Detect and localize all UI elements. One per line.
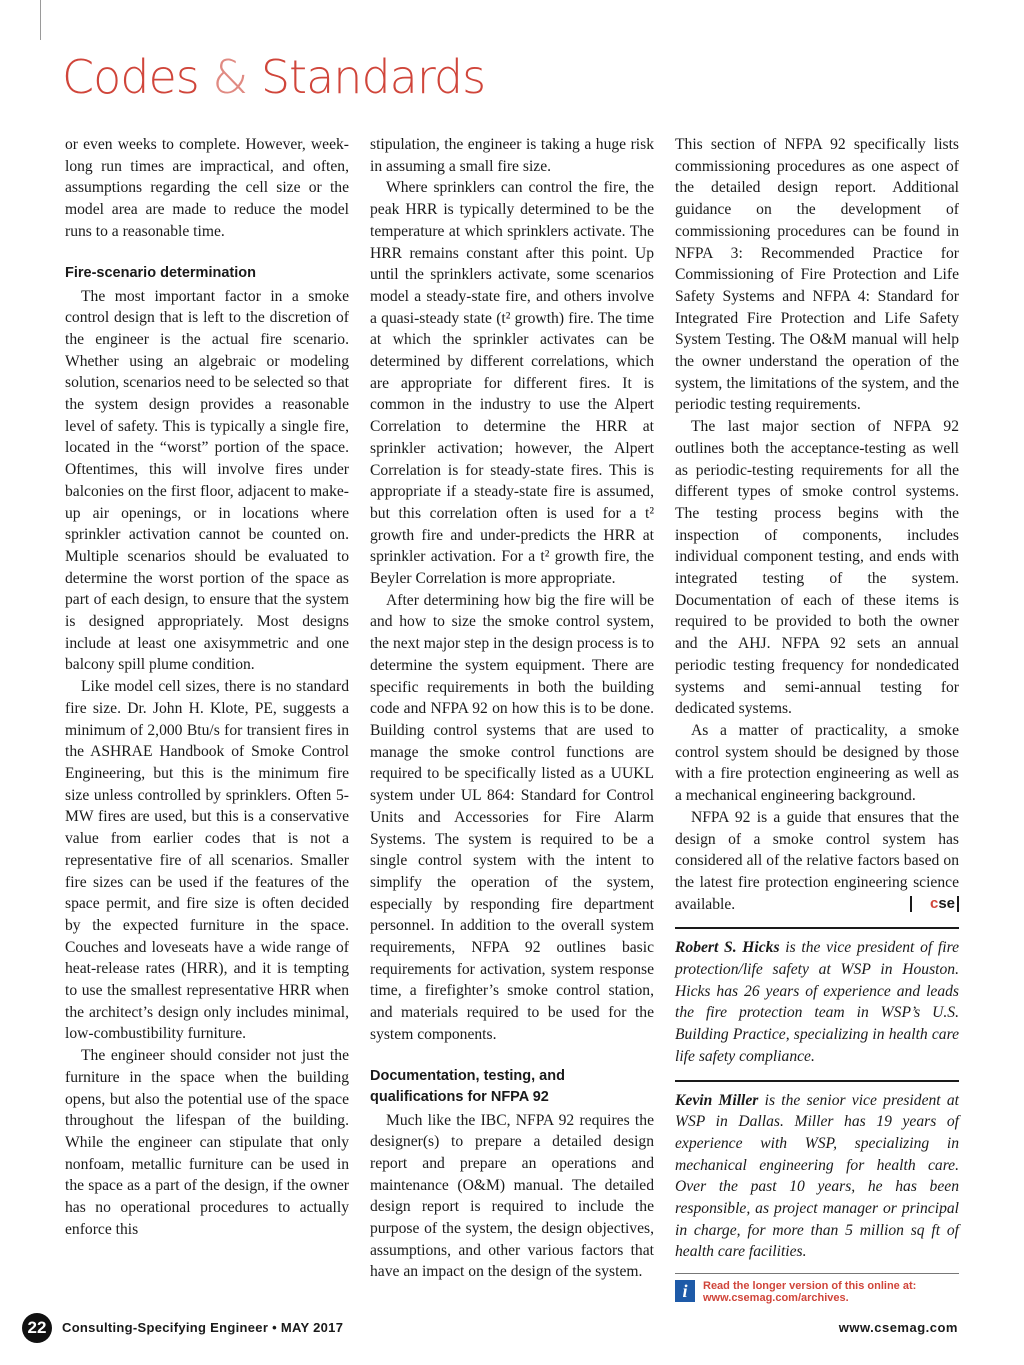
header-ampersand: & — [212, 50, 248, 104]
paragraph: This section of NFPA 92 specifically lists commissioning procedures as one aspect of the detailed design report. Additional guidance on the development of commissioning procedures can be found in NFPA 3: Recommended Practice for Commissioning of Fire Protection and Life Safety Systems and NFPA 4: Standard for Integrated Fire Protection and Life Safety System Testing. The O&M manual will help the owner understand the operation of the system, the limitations of the system, and the periodic testing requirements. — [675, 136, 959, 414]
page-number-badge: 22 — [22, 1313, 52, 1343]
header-codes: Codes — [62, 50, 199, 104]
author-name: Kevin Miller — [675, 1091, 759, 1109]
read-more-callout[interactable] — [675, 1273, 959, 1304]
author-name: Robert S. Hicks — [675, 939, 780, 957]
paragraph: The last major section of NFPA 92 outlines both the acceptance-testing as well as periodic-testing requirements for all the different types of smoke control systems. The testing process begins with the inspection of components, includes individual component testing, and ends with integrated testing of the system. Documentation of each of these items is required to be provided to both the owner and the AHJ. NFPA 92 sets an annual periodic testing frequency for nondedicated systems and semi-annual testing for dedicated systems. — [675, 418, 959, 718]
paragraph: Like model cell sizes, there is no standard fire size. Dr. John H. Klote, PE, suggests a minimum of 2,000 Btu/s for transient fires in the ASHRAE Handbook of Smoke Control Engineering, but this is the minimum fire size unless controlled by sprinklers. Often 5-MW fires are used, but this is a conservative value from earlier codes that is not a representative fire of all scenarios. Smaller fire sizes can be used if the features of the space permit, and fire size is often decided by the expected furniture in the space. Couches and loveseats have a wide range of heat-release rates (HRR), and it is tempting to use the smallest representative HRR when the architect’s design only includes minimal, low-combustibility furniture. — [65, 678, 349, 1043]
paragraph: Where sprinklers can control the fire, the peak HRR is typically determined to be the temperature at which sprinklers activate. The HRR remains constant after this point. Up until the sprinklers activate, some scenarios model a steady-state fire, and others involve a quasi-steady state (t² growth) fire. The time at which the sprinkler activates can be determined by different correlations, which are appropriate for different fires. It is common in the industry to use the Alpert Correlation to determine the HRR at sprinkler activation; however, the Alpert Correlation is for steady-state fires. This is appropriate if a steady-state fire is assumed, but this correlation often is used for a t² growth fire and under-predicts the HRR at sprinkler activation. For a t² growth fire, the Beyler Correlation is more appropriate. — [370, 179, 654, 588]
cse-logo — [910, 896, 959, 912]
info-icon: i — [675, 1280, 695, 1302]
paragraph-final — [675, 807, 959, 916]
paragraph: As a matter of practicality, a smoke control system should be designed by those with a fire protection engineering as well as a mechanical engineering background. — [675, 721, 959, 805]
column-2 — [370, 134, 654, 1283]
read-more-line1: Read the longer version of this online at: — [703, 1280, 917, 1293]
read-more-text[interactable] — [703, 1280, 916, 1304]
subheading-documentation: Documentation, testing, and qualifications for NFPA 92 — [370, 1067, 565, 1105]
read-more-link[interactable]: www.csemag.com/archives. — [703, 1292, 849, 1305]
website-link[interactable]: www.csemag.com — [838, 1320, 958, 1335]
author-bio-miller — [675, 1080, 959, 1264]
author-description: is the senior vice president at WSP in Dallas. Miller has 19 years of experience with WSP, specializing in mechanical engineering for health care. Over the past 10 years, he has been responsible, as project manager or principal in charge, for more than 5 million sq ft of health care facilities. — [675, 1091, 959, 1261]
paragraph: stipulation, the engineer is taking a huge risk in assuming a small fire size. — [370, 136, 654, 175]
cse-logo-se: se — [938, 894, 955, 912]
author-bio-hicks — [675, 927, 959, 1067]
paragraph-text: NFPA 92 is a guide that ensures that the design of a smoke control system has considered all of the relative factors based on the latest fire protection engineering science available. — [675, 808, 959, 913]
top-rule — [40, 0, 41, 40]
cse-logo-c: c — [929, 894, 939, 912]
paragraph: The most important factor in a smoke control design that is left to the discretion of the engineer is the actual fire scenario. Whether using an algebraic or modeling solution, scenarios need to be selected so that the system design provides a reasonable level of safety. This is typically a single fire, located in the “worst” portion of the space. Oftentimes, this will involve fires under balconies on the first floor, adjacent to make-up air openings, or in locations where sprinkler activation cannot be counted on. Multiple scenarios should be evaluated to determine the worst portion of the space as part of each design, to ensure that the system is designed appropriately. Most designs include at least one axisymmetric and one balcony spill plume condition. — [65, 287, 349, 674]
header-standards: Standards — [260, 50, 486, 104]
subheading-fire-scenario: Fire-scenario determination — [65, 264, 256, 281]
section-header — [62, 50, 485, 104]
paragraph: After determining how big the fire will be and how to size the smoke control system, the next major step in the design process is to determine the system equipment. There are specific requirements in both the building code and NFPA 92 on how this is to be done. Building control systems that are used to manage the smoke control functions are required to be specifically listed as a UUKL system under UL 864: Standard for Control Units and Accessories for Fire Alarm Systems. The system is required to be a single control system with the intent to simplify the operation of the system, especially by responding fire department personnel. In addition to the overall system requirements, NFPA 92 outlines basic requirements for activation, system response time, a firefighter’s smoke control station, and materials required to be used for the system components. — [370, 591, 654, 1043]
column-1 — [65, 134, 349, 1240]
publication-line: Consulting-Specifying Engineer • MAY 2017 — [62, 1320, 344, 1335]
paragraph: The engineer should consider not just the furniture in the space when the building opens, but also the potential use of the space throughout the lifespan of the building. While the engineer can stipulate that only nonfoam, metallic furniture can be used in the space as a part of the design, if the owner has no operational procedures to actually enforce this — [65, 1047, 349, 1238]
column-3 — [675, 134, 959, 1304]
paragraph: or even weeks to complete. However, week-long run times are impractical, and often, assumptions regarding the cell size or the model area are made to reduce the model runs to a reasonable time. — [65, 136, 349, 240]
paragraph: Much like the IBC, NFPA 92 requires the designer(s) to prepare a detailed design report and prepare an operations and maintenance (O&M) manual. The detailed design report is required to include the purpose of the system, the design objectives, assumptions, and other various factors that have an impact on the design of the system. — [370, 1111, 654, 1281]
author-description: is the vice president of fire protection/life safety at WSP in Houston. Hicks has 26 years of experience and leads the fire protection team in WSP’s U.S. Building Practice, specializing in health care life safety compliance. — [675, 939, 959, 1065]
